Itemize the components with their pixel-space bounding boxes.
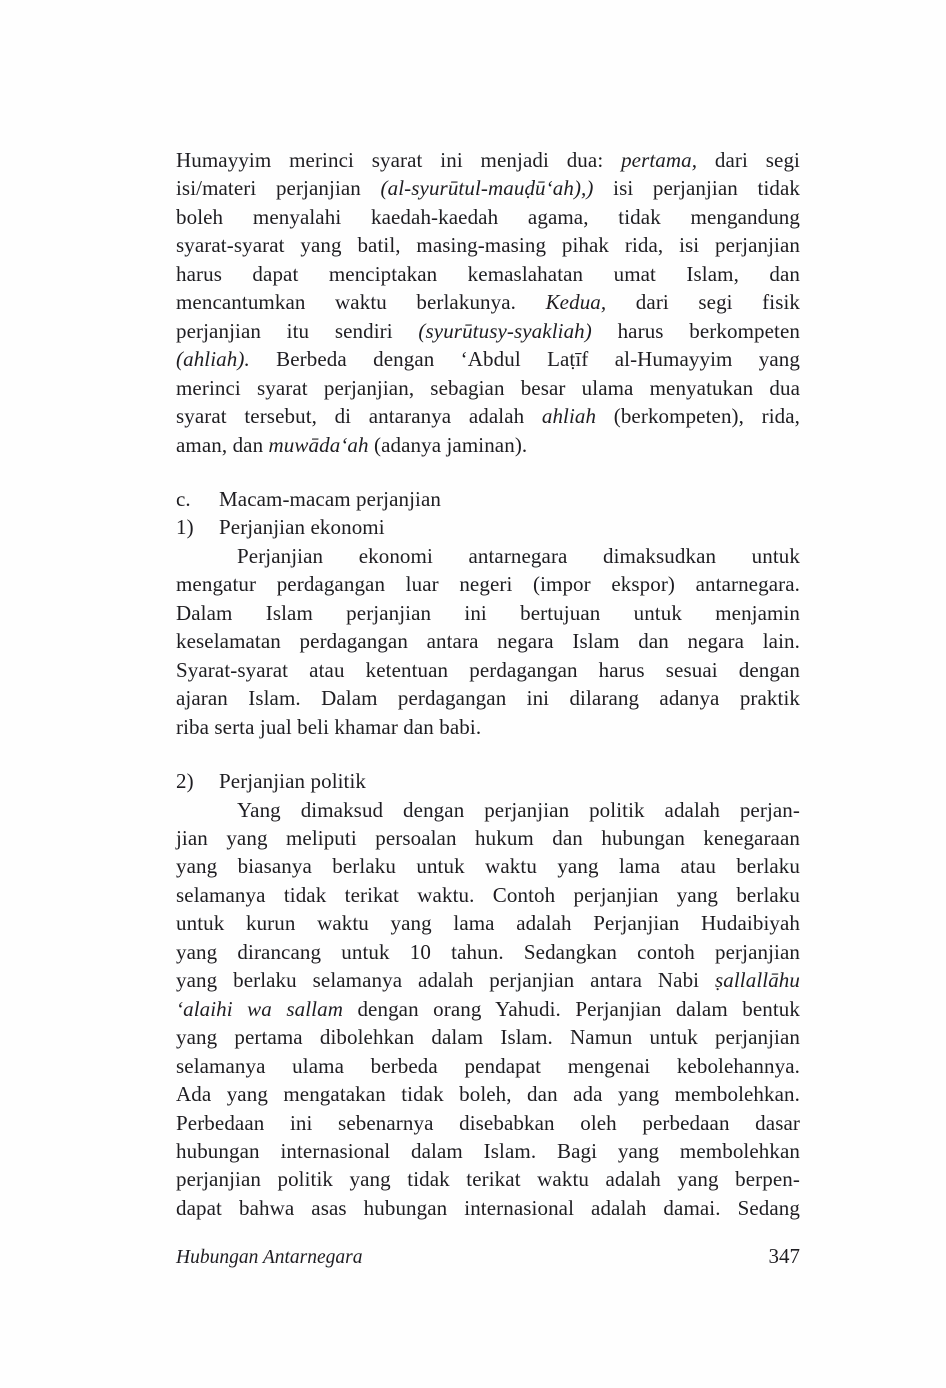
- paragraph: [176, 542, 800, 741]
- text-line: [176, 1137, 800, 1165]
- text-line: [176, 995, 800, 1023]
- text-line: [176, 796, 800, 824]
- text-line: [176, 852, 800, 880]
- italic-text: pertama,: [621, 148, 698, 172]
- body-text: yang dirancang untuk 10 tahun. Sedangkan contoh perjanjian: [176, 939, 800, 964]
- text-line: [176, 542, 800, 570]
- text-line: [176, 374, 800, 402]
- body-text: Perbedaan ini sebenarnya disebabkan oleh perbedaan dasar: [176, 1110, 800, 1135]
- body-text: yang biasanya berlaku untuk waktu yang lama atau berlaku: [176, 854, 800, 879]
- body-text: selamanya tidak terikat waktu. Contoh perjanjian yang berlaku: [176, 882, 800, 907]
- body-text: dari segi fisik: [606, 290, 800, 315]
- body-text: syarat tersebut, di antaranya adalah: [176, 404, 542, 429]
- body-text: Humayyim merinci syarat ini menjadi dua:: [176, 148, 622, 172]
- body-text: syarat-syarat yang batil, masing-masing pihak rida, isi perjanjian: [176, 233, 800, 258]
- text-line: [176, 345, 800, 373]
- text-line: [176, 570, 800, 598]
- text-line: [176, 1023, 800, 1051]
- italic-text: (ahliah).: [176, 347, 250, 372]
- body-text: dari segi: [697, 148, 800, 172]
- body-text: keselamatan perdagangan antara negara Islam dan negara lain.: [176, 629, 800, 654]
- text-line: [176, 146, 800, 174]
- body-text: Ada yang mengatakan tidak boleh, dan ada yang membolehkan.: [176, 1082, 800, 1107]
- page-number: 347: [768, 1244, 800, 1268]
- paragraph: [176, 796, 800, 1223]
- page-footer: [176, 1244, 800, 1269]
- body-text: Syarat-syarat atau ketentuan perdagangan harus sesuai dengan: [176, 657, 800, 682]
- body-text: isi perjanjian tidak: [593, 176, 800, 201]
- text-line: [176, 174, 800, 202]
- body-text: selamanya ulama berbeda pendapat mengenai kebolehannya.: [176, 1053, 800, 1078]
- text-line: [176, 656, 800, 684]
- italic-text: ahliah: [541, 404, 597, 429]
- italic-text: ‘alaihi wa sallam: [176, 996, 343, 1021]
- body-text: Berbeda dengan ‘Abdul Laṭīf al-Humayyim yang: [249, 347, 800, 372]
- text-line: [176, 1165, 800, 1193]
- text-line: [176, 288, 800, 316]
- text-line: [176, 317, 800, 345]
- italic-text: Kedua,: [545, 290, 607, 315]
- body-text: Dalam Islam perjanjian ini bertujuan untuk menjamin: [176, 600, 800, 625]
- text-line: [176, 713, 800, 741]
- heading-label: 2): [176, 769, 194, 794]
- text-line: [176, 1109, 800, 1137]
- body-text: mengatur perdagangan luar negeri (impor ekspor) antarnegara.: [176, 572, 800, 597]
- body-text: harus berkompeten: [591, 318, 800, 343]
- body-text: riba serta jual beli khamar dan babi.: [176, 714, 482, 739]
- paragraph: [176, 146, 800, 459]
- body-text: untuk kurun waktu yang lama adalah Perjanjian Hudaibiyah: [176, 911, 800, 936]
- italic-text: (syurūtusy-syakliah): [418, 318, 592, 343]
- text-line: [176, 203, 800, 231]
- text-line: [176, 966, 800, 994]
- page-body: [176, 146, 800, 1222]
- body-text: merinci syarat perjanjian, sebagian besar ulama menyatukan dua: [176, 375, 800, 400]
- text-line: [176, 1080, 800, 1108]
- body-text: harus dapat menciptakan kemaslahatan umat Islam, dan: [176, 261, 800, 286]
- text-line: [176, 231, 800, 259]
- text-line: [176, 402, 800, 430]
- section-heading: [176, 767, 800, 795]
- section-heading: [176, 485, 800, 513]
- body-text: aman, dan: [176, 432, 269, 457]
- body-text: Yang dimaksud dengan perjanjian politik adalah perjan-: [237, 797, 800, 822]
- text-line: [176, 909, 800, 937]
- text-line: [176, 1194, 800, 1222]
- body-text: jian yang meliputi persoalan hukum dan hubungan kenegaraan: [176, 825, 800, 850]
- body-text: (adanya jaminan).: [368, 432, 528, 457]
- heading-title: Perjanjian ekonomi: [219, 515, 385, 540]
- body-text: dapat bahwa asas hubungan internasional adalah damai. Sedang: [176, 1195, 800, 1220]
- body-text: hubungan internasional dalam Islam. Bagi yang membolehkan: [176, 1138, 800, 1163]
- body-text: mencantumkan waktu berlakunya.: [176, 290, 546, 315]
- body-text: perjanjian politik yang tidak terikat waktu adalah yang berpen-: [176, 1167, 800, 1192]
- body-text: boleh menyalahi kaedah-kaedah agama, tidak mengandung: [176, 204, 800, 229]
- text-line: [176, 684, 800, 712]
- text-line: [176, 599, 800, 627]
- body-text: Perjanjian ekonomi antarnegara dimaksudkan untuk: [237, 543, 800, 568]
- text-line: [176, 431, 800, 459]
- heading-label: 1): [176, 515, 194, 540]
- body-text: yang berlaku selamanya adalah perjanjian antara Nabi: [176, 968, 715, 993]
- running-footer-title: Hubungan Antarnegara: [176, 1247, 363, 1268]
- heading-title: Macam-macam perjanjian: [219, 486, 442, 511]
- heading-title: Perjanjian politik: [219, 769, 367, 794]
- italic-text: (al-syurūtul-mauḍū‘ah),): [380, 176, 594, 201]
- body-text: isi/materi perjanjian: [176, 176, 381, 201]
- text-line: [176, 260, 800, 288]
- text-line: [176, 938, 800, 966]
- section-heading: [176, 513, 800, 541]
- heading-label: c.: [176, 486, 191, 511]
- body-text: dengan orang Yahudi. Perjanjian dalam bentuk: [342, 996, 800, 1021]
- body-text: ajaran Islam. Dalam perdagangan ini dilarang adanya praktik: [176, 686, 800, 711]
- body-text: yang pertama dibolehkan dalam Islam. Namun untuk perjanjian: [176, 1025, 800, 1050]
- text-line: [176, 824, 800, 852]
- text-line: [176, 1052, 800, 1080]
- italic-text: muwāda‘ah: [268, 432, 369, 457]
- text-line: [176, 627, 800, 655]
- text-line: [176, 881, 800, 909]
- body-text: perjanjian itu sendiri: [176, 318, 419, 343]
- italic-text: ṣallallāhu: [714, 968, 800, 993]
- body-text: (berkompeten), rida,: [596, 404, 800, 429]
